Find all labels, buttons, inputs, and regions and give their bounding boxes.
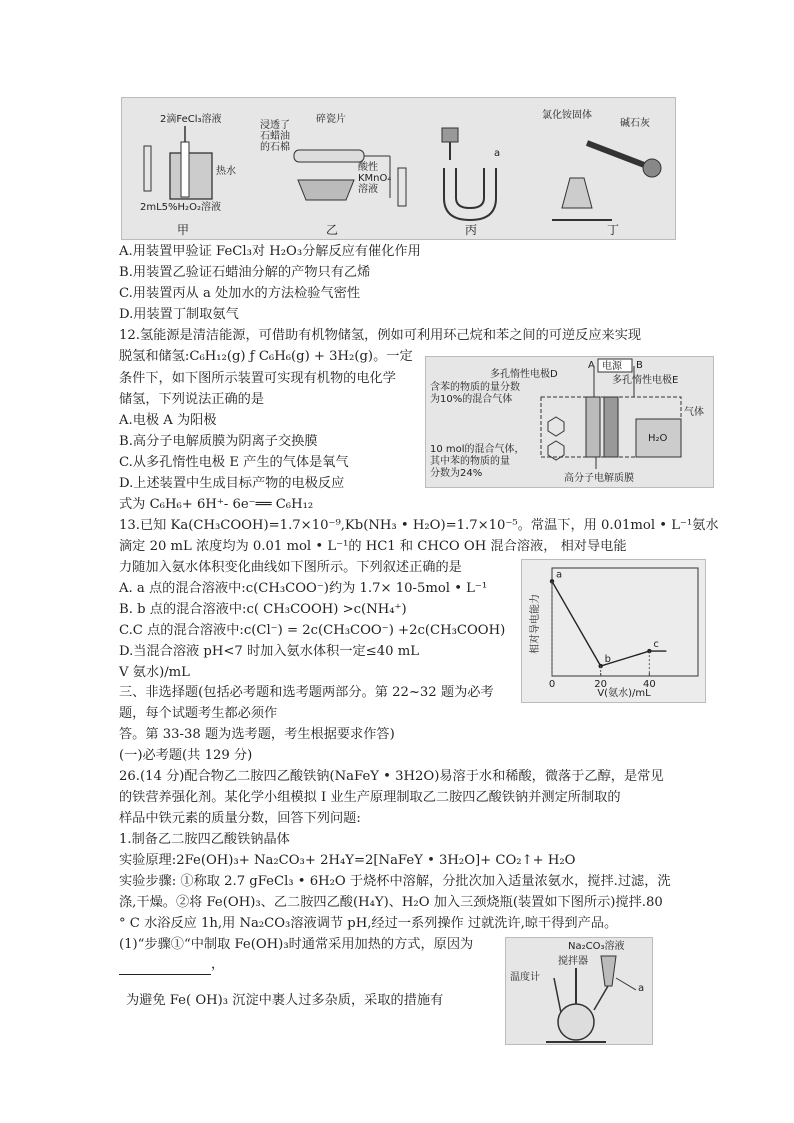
q12-line-1: 12.氢能源是清洁能源，可借助有机物储氢，例如可利用环己烷和苯之间的可逆反应来实现 bbox=[119, 328, 642, 343]
conductivity-chart bbox=[521, 559, 706, 703]
q26-line-2: 的铁营养强化剂。某化学小组模拟 I 业生产原理制取乙二胺四乙酸铁钠并测定所制取的 bbox=[119, 790, 621, 805]
q26-step-1: 实验步骤: ①称取 2.7 gFeCl₃ • 6H₂O 于烧杯中溶解，分批次加入适量浓氨水，搅拌.过滤，洗 bbox=[119, 874, 671, 889]
q12-option-d-1: D.上述装置中生成目标产物的电极反应 bbox=[119, 476, 345, 491]
q26-question-1b: 为避免 Fe( OH)₃ 沉淀中裹人过多杂质，采取的措施有 bbox=[126, 993, 444, 1008]
x-tick-label: 20 bbox=[594, 679, 608, 690]
q12-line-3: 条件下，如下图所示装置可实现有机物的电化学 bbox=[119, 371, 396, 386]
top-mixture-label-2: 为10%的混合气体 bbox=[430, 394, 513, 405]
q12-line-4: 储氢，下列说法正确的是 bbox=[119, 392, 265, 407]
q26-blank-comma: ， bbox=[211, 957, 225, 972]
q12-option-d-2: 式为 C₆H₆+ 6H⁺- 6e⁻══ C₆H₁₂ bbox=[119, 497, 314, 512]
q11-option-a: A.用装置甲验证 FeCl₃对 H₂O₃分解反应有催化作用 bbox=[119, 244, 421, 259]
label-fecl3-drops: 2滴FeCl₃溶液 bbox=[160, 114, 222, 125]
bottom-mixture-label-3: 分数为24% bbox=[430, 468, 483, 479]
q13-line-1: 13.已知 Ka(CH₃COOH)=1.7×10⁻⁹,Kb(NH₃ • H₂O)=1.7×10⁻⁵。常温下，用 0.01mol • L⁻¹氨水 bbox=[119, 518, 719, 533]
label-soda-lime: 碱石灰 bbox=[620, 118, 650, 129]
stirrer-label: 搅拌器 bbox=[558, 956, 588, 967]
q26-answer-blank bbox=[119, 955, 224, 975]
flask-figure bbox=[505, 937, 653, 1045]
label-hot-water: 热水 bbox=[216, 166, 236, 177]
q26-line-3: 样品中铁元素的质量分数，回答下列问题: bbox=[119, 811, 361, 826]
water-label: H₂O bbox=[648, 433, 668, 444]
thermometer-label: 温度计 bbox=[510, 972, 540, 983]
section3-line-3: 答。第 33-38 题为选考题，考生根据要求作答) bbox=[119, 727, 395, 742]
q13-option-d-2: V 氨水)/mL bbox=[119, 665, 190, 680]
bottom-mixture-label-1: 10 mol的混合气体， bbox=[430, 444, 525, 455]
label-h2o2-solution: 2mL5%H₂O₂溶液 bbox=[140, 202, 221, 213]
x-tick-label: 40 bbox=[642, 679, 656, 690]
membrane-label: 高分子电解质膜 bbox=[564, 473, 634, 484]
electrode-a-label: A bbox=[588, 360, 595, 371]
q11-option-d: D.用装置丁制取氨气 bbox=[119, 307, 239, 322]
apparatus-figure bbox=[121, 97, 676, 240]
label-soaked-asbestos-2: 石蜡油 bbox=[260, 131, 290, 142]
q12-line-2: 脱氢和储氢:C₆H₁₂(g) ƒ C₆H₆(g) + 3H₂(g)。一定 bbox=[119, 349, 413, 364]
top-mixture-label-1: 含苯的物质的量分数 bbox=[430, 382, 520, 393]
electrode-b-label: B bbox=[636, 360, 643, 371]
label-nh4cl-solid: 氯化铵固体 bbox=[542, 110, 592, 121]
q13-line-2: 滴定 20 mL 浓度均为 0.01 mol • L⁻¹的 HC1 和 CHCO OH 混合溶液， 相对导电能 bbox=[119, 539, 627, 554]
electrode-d-label: 多孔惰性电极D bbox=[490, 369, 558, 380]
power-source-label: 电源 bbox=[602, 361, 622, 372]
na2co3-label: Na₂CO₃溶液 bbox=[568, 941, 625, 952]
q12-option-b: B.高分子电解质膜为阴离子交换膜 bbox=[119, 434, 318, 449]
section3-line-1: 三、非选择题(包括必考题和选考题两部分。第 22~32 题为必考 bbox=[119, 685, 494, 700]
gas-label: 气体 bbox=[684, 407, 704, 418]
caption-ding: 丁 bbox=[607, 223, 620, 237]
point-b-label: b bbox=[604, 654, 612, 666]
q26-principle: 实验原理:2Fe(OH)₃+ Na₂CO₃+ 2H₄Y=2[NaFeY • 3H₂O]+ CO₂↑+ H₂O bbox=[119, 853, 576, 868]
q26-subheading: 1.制备乙二胺四乙酸铁钠晶体 bbox=[119, 832, 290, 847]
point-c-label: c bbox=[653, 639, 659, 651]
y-axis-label: 相对导电能力 bbox=[530, 594, 541, 654]
q13-option-a: A. a 点的混合溶液中:c(CH₃COO⁻)约为 1.7× 10-5mol • L⁻¹ bbox=[119, 581, 488, 596]
q13-option-c: C.C 点的混合溶液中:c(Cl⁻) = 2c(CH₃COO⁻) +2c(CH₃COOH) bbox=[119, 623, 506, 638]
bottom-mixture-label-2: 其中苯的物质的量 bbox=[430, 456, 510, 467]
label-soaked-asbestos-1: 浸透了 bbox=[260, 120, 290, 131]
label-kmno4-3: 溶液 bbox=[358, 184, 378, 195]
electrode-e-label: 多孔惰性电极E bbox=[612, 375, 679, 386]
electrolysis-figure bbox=[425, 356, 714, 488]
section3-line-2: 题，每个试题考生都必须作 bbox=[119, 706, 278, 721]
q13-option-b: B. b 点的混合溶液中:c( CH₃COOH) >c(NH₄⁺) bbox=[119, 602, 407, 617]
label-kmno4-1: 酸性 bbox=[358, 162, 378, 173]
caption-bing: 丙 bbox=[465, 223, 478, 237]
caption-jia: 甲 bbox=[177, 223, 190, 237]
q26-step-2: 涤,干燥。②将 Fe(OH)₃、乙二胺四乙酸(H₄Y)、H₂O 加入三颈烧瓶(装置如下图所示)搅拌.80 bbox=[119, 895, 663, 910]
caption-yi: 乙 bbox=[326, 223, 339, 237]
plot-frame bbox=[552, 568, 698, 676]
label-point-a: a bbox=[494, 148, 501, 159]
point-a-label: a bbox=[556, 569, 563, 581]
q26-step-3: ° C 水浴反应 1h,用 Na₂CO₃溶液调节 pH,经过一系列操作 过就洗许,晾干得到产品。 bbox=[119, 916, 618, 931]
q26-line-1: 26.(14 分)配合物乙二胺四乙酸铁钠(NaFeY • 3H2O)易溶于水和稀酸，微落于乙醇，是常见 bbox=[119, 769, 664, 784]
x-axis-label: V(氨水)/mL bbox=[597, 688, 651, 699]
conductivity-chart-svg bbox=[522, 560, 705, 702]
section3-line-4: (一)必考题(共 129 分) bbox=[119, 748, 253, 763]
q11-option-b: B.用装置乙验证石蜡油分解的产物只有乙烯 bbox=[119, 265, 371, 280]
label-broken-porcelain: 碎瓷片 bbox=[316, 114, 346, 125]
x-tick-label: 0 bbox=[548, 679, 556, 690]
q11-option-c: C.用装置丙从 a 处加水的方法检验气密性 bbox=[119, 286, 361, 301]
label-kmno4-2: KMnO₄ bbox=[358, 173, 392, 184]
q13-option-d-1: D.当混合溶液 pH<7 时加入氨水体积一定≤40 mL bbox=[119, 644, 419, 659]
q12-option-c: C.从多孔惰性电极 E 产生的气体是氧气 bbox=[119, 455, 349, 470]
label-soaked-asbestos-3: 的石棉 bbox=[260, 142, 290, 153]
q26-question-1: (1)“步骤①“中制取 Fe(OH)₃时通常采用加热的方式，原因为 bbox=[119, 937, 474, 952]
label-a: a bbox=[638, 983, 645, 994]
q12-option-a: A.电极 A 为阳极 bbox=[119, 413, 217, 428]
q13-line-3: 力随加入氨水体积变化曲线如下图所示。下列叙述正确的是 bbox=[119, 560, 462, 575]
